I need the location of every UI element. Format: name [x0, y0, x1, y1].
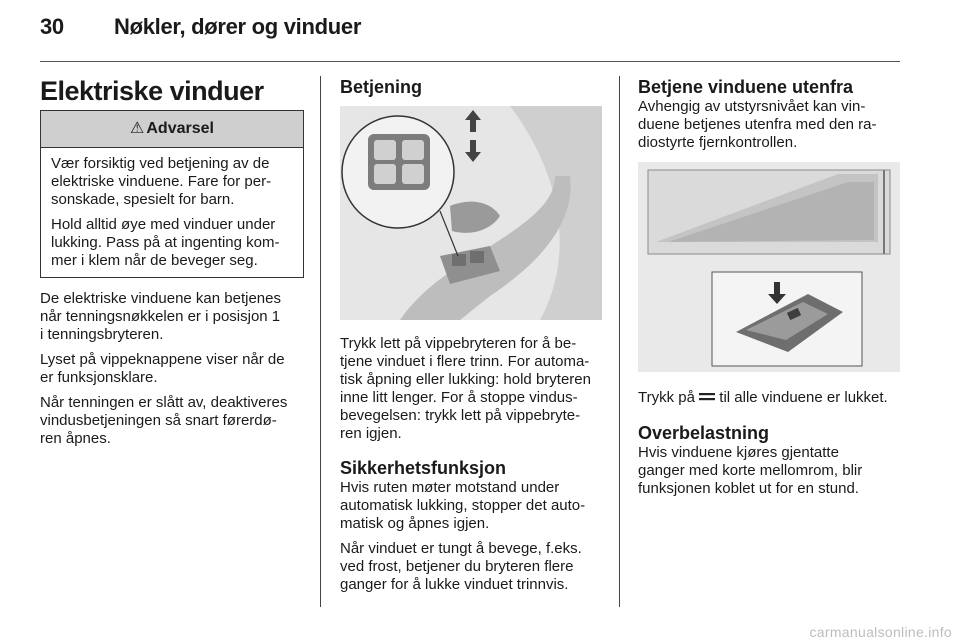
text-line: ganger for å lukke vinduet trinnvis. — [340, 576, 569, 593]
paragraph-press — [638, 389, 908, 407]
paragraph-operation — [340, 335, 610, 443]
page-number: 30 — [40, 14, 64, 39]
text-line: er funksjonsklare. — [40, 369, 158, 386]
text-line: ved frost, betjener du bryteren flere — [340, 558, 574, 575]
text-line: ren igjen. — [340, 425, 402, 442]
paragraph-deactivate — [40, 394, 310, 448]
column-2-heading-wrap — [340, 78, 422, 98]
paragraph-safety — [340, 479, 610, 533]
text-line: i tenningsbryteren. — [40, 326, 164, 343]
paragraph-overload — [638, 444, 908, 498]
remote-key-illustration — [638, 162, 900, 372]
header-rule — [40, 61, 900, 62]
heading-safety: Sikkerhetsfunksjon — [340, 458, 507, 478]
text-line: når tenningsnøkkelen er i posisjon 1 — [40, 308, 281, 325]
warning-header — [41, 111, 303, 148]
text-line: funksjonen koblet ut for en stund. — [638, 480, 859, 497]
paragraph-light — [40, 351, 310, 387]
text-line: matisk og åpnes igjen. — [340, 515, 490, 532]
text-line: vindusbetjeningen så snart førerdø- — [40, 412, 277, 429]
heading-outside: Betjene vinduene utenfra — [638, 77, 854, 97]
door-panel-icon — [340, 106, 602, 320]
text-line: automatisk lukking, stopper det auto- — [340, 497, 586, 514]
warning-box — [40, 110, 304, 278]
paragraph-frost — [340, 540, 610, 594]
watermark: carmanualsonline.info — [809, 624, 952, 640]
column-1-body — [40, 290, 310, 455]
text-line: sonskade, spesielt for barn. — [51, 191, 235, 208]
column-3-top — [638, 78, 900, 159]
press-text-before: Trykk på — [638, 389, 700, 406]
lock-bars-icon — [699, 391, 715, 403]
chapter-title: Nøkler, dører og vinduer — [114, 14, 362, 39]
text-line: Hvis vinduene kjøres gjentatte — [638, 444, 839, 461]
text-line: Hold alltid øye med vinduer under — [51, 216, 276, 233]
text-line: ganger med korte mellomrom, blir — [638, 462, 863, 479]
text-line: Avhengig av utstyrsnivået kan vin- — [638, 98, 866, 115]
text-line: ren åpnes. — [40, 430, 111, 447]
column-2-body — [340, 335, 610, 601]
door-switch-illustration — [340, 106, 602, 320]
text-line: Når vinduet er tungt å bevege, f.eks. — [340, 540, 582, 557]
heading-operation: Betjening — [340, 77, 423, 97]
heading-overload: Overbelastning — [638, 423, 770, 443]
text-line: duene betjenes utenfra med den ra- — [638, 116, 877, 133]
text-line: Når tenningen er slått av, deaktiveres — [40, 394, 288, 411]
warning-triangle-icon: ⚠ — [130, 120, 145, 137]
paragraph-ignition — [40, 290, 310, 344]
text-line: tjene vinduet i flere trinn. For automa- — [340, 353, 590, 370]
column-divider-1 — [320, 76, 321, 607]
warning-body — [41, 148, 303, 270]
column-3-body — [638, 389, 908, 505]
warning-paragraph-2 — [51, 216, 293, 270]
warning-paragraph-1 — [51, 155, 293, 209]
text-line: Hvis ruten møter motstand under — [340, 479, 560, 496]
car-door-icon — [638, 162, 900, 372]
text-line: inne litt lenger. For å stoppe vindus- — [340, 389, 578, 406]
text-line: mer i klem når de beveger seg. — [51, 252, 258, 269]
text-line: elektriske vinduene. Fare for per- — [51, 173, 272, 190]
text-line: lukking. Pass på at ingenting kom- — [51, 234, 280, 251]
paragraph-outside — [638, 98, 900, 152]
text-line: Vær forsiktig ved betjening av de — [51, 155, 270, 172]
text-line: tisk åpning eller lukking: hold bryteren — [340, 371, 591, 388]
text-line: Lyset på vippeknappene viser når de — [40, 351, 285, 368]
press-text-after: til alle vinduene er lukket. — [715, 389, 888, 406]
text-line: Trykk lett på vippebryteren for å be- — [340, 335, 577, 352]
column-divider-2 — [619, 76, 620, 607]
text-line: De elektriske vinduene kan betjenes — [40, 290, 281, 307]
text-line: diostyrte fjernkontrollen. — [638, 134, 798, 151]
section-title: Elektriske vinduer — [40, 76, 264, 106]
text-line: bevegelsen: trykk lett på vippebryte- — [340, 407, 581, 424]
warning-title: Advarsel — [146, 120, 214, 137]
